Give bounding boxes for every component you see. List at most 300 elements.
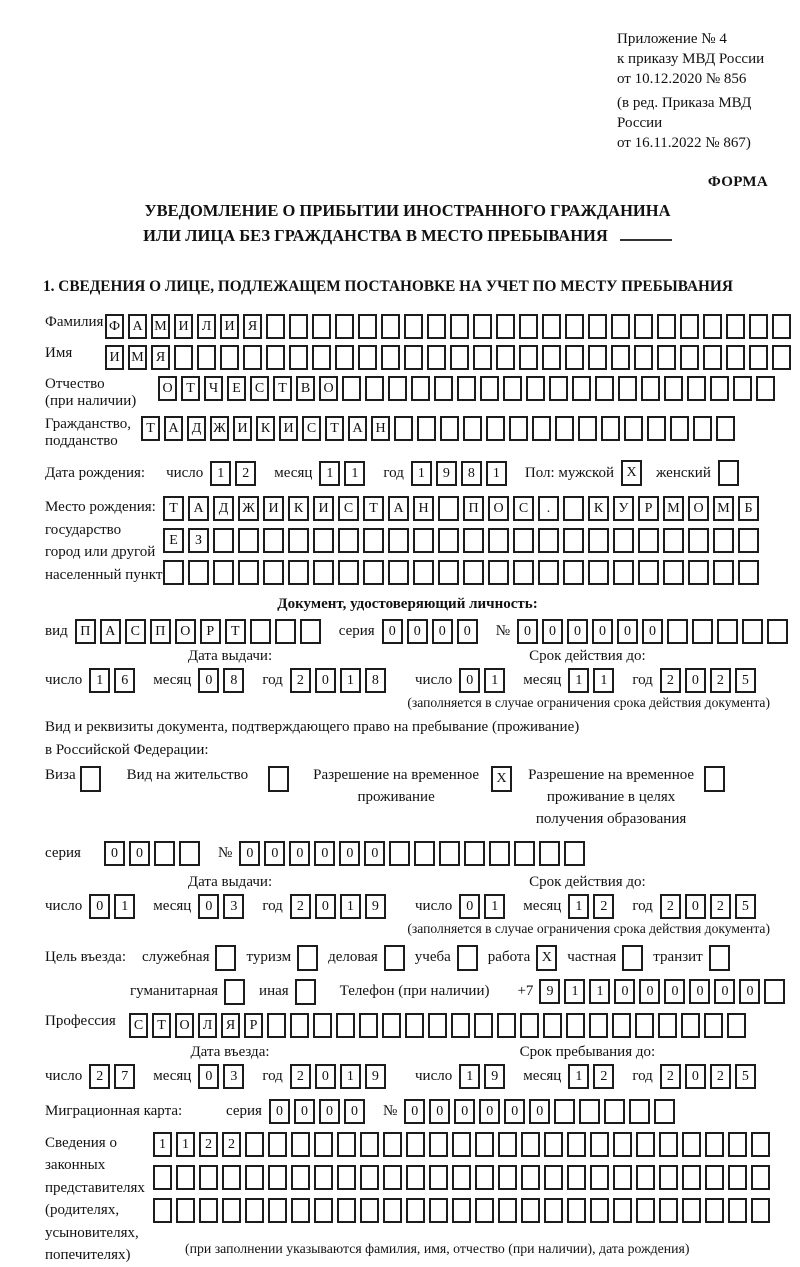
char-cell[interactable]: 1 xyxy=(210,461,231,486)
char-cell[interactable]: 0 xyxy=(504,1099,525,1124)
char-cell[interactable] xyxy=(497,1013,516,1038)
char-cell[interactable]: М xyxy=(128,345,147,370)
char-cell[interactable] xyxy=(291,1198,310,1223)
char-cell[interactable]: О xyxy=(488,496,509,521)
char-cell[interactable] xyxy=(513,528,534,553)
char-cell[interactable]: 9 xyxy=(436,461,457,486)
char-cell[interactable] xyxy=(664,376,683,401)
char-cell[interactable]: 0 xyxy=(339,841,360,866)
char-cell[interactable] xyxy=(388,560,409,585)
char-cell[interactable] xyxy=(335,345,354,370)
char-cell[interactable]: О xyxy=(175,1013,194,1038)
char-cell[interactable] xyxy=(635,1013,654,1038)
char-cell[interactable]: С xyxy=(338,496,359,521)
char-cell[interactable] xyxy=(434,376,453,401)
char-cell[interactable] xyxy=(657,314,676,339)
char-cell[interactable]: 0 xyxy=(289,841,310,866)
char-cell[interactable]: 0 xyxy=(685,668,706,693)
char-cell[interactable] xyxy=(663,528,684,553)
char-cell[interactable] xyxy=(496,314,515,339)
char-cell[interactable] xyxy=(710,376,729,401)
char-cell[interactable] xyxy=(688,560,709,585)
char-cell[interactable]: 1 xyxy=(340,894,361,919)
temp-residence-checkbox[interactable] xyxy=(491,766,512,792)
char-cell[interactable] xyxy=(498,1165,517,1190)
char-cell[interactable] xyxy=(521,1198,540,1223)
char-cell[interactable]: Я xyxy=(221,1013,240,1038)
char-cell[interactable]: 9 xyxy=(365,1064,386,1089)
char-cell[interactable] xyxy=(358,314,377,339)
char-cell[interactable]: У xyxy=(613,496,634,521)
char-cell[interactable]: 0 xyxy=(429,1099,450,1124)
char-cell[interactable] xyxy=(680,314,699,339)
char-cell[interactable] xyxy=(383,1198,402,1223)
char-cell[interactable] xyxy=(542,345,561,370)
char-cell[interactable] xyxy=(440,416,459,441)
char-cell[interactable] xyxy=(381,314,400,339)
char-cell[interactable]: П xyxy=(75,619,96,644)
char-cell[interactable] xyxy=(80,766,101,792)
char-cell[interactable] xyxy=(312,314,331,339)
char-cell[interactable] xyxy=(365,376,384,401)
char-cell[interactable] xyxy=(613,1198,632,1223)
char-cell[interactable]: 0 xyxy=(314,841,335,866)
char-cell[interactable] xyxy=(450,314,469,339)
char-cell[interactable]: 2 xyxy=(199,1132,218,1157)
char-cell[interactable] xyxy=(438,560,459,585)
char-cell[interactable] xyxy=(406,1198,425,1223)
char-cell[interactable] xyxy=(772,314,791,339)
char-cell[interactable] xyxy=(486,416,505,441)
female-checkbox[interactable] xyxy=(718,460,739,486)
char-cell[interactable] xyxy=(427,345,446,370)
char-cell[interactable]: С xyxy=(250,376,269,401)
opt-work-checkbox[interactable] xyxy=(536,945,557,971)
char-cell[interactable]: Д xyxy=(187,416,206,441)
char-cell[interactable] xyxy=(238,528,259,553)
char-cell[interactable] xyxy=(404,314,423,339)
char-cell[interactable] xyxy=(542,314,561,339)
char-cell[interactable] xyxy=(154,841,175,866)
char-cell[interactable] xyxy=(464,841,485,866)
char-cell[interactable] xyxy=(704,1013,723,1038)
char-cell[interactable]: К xyxy=(256,416,275,441)
char-cell[interactable] xyxy=(338,528,359,553)
char-cell[interactable] xyxy=(220,345,239,370)
char-cell[interactable] xyxy=(565,314,584,339)
char-cell[interactable] xyxy=(728,1132,747,1157)
char-cell[interactable]: 5 xyxy=(735,668,756,693)
char-cell[interactable] xyxy=(613,1132,632,1157)
char-cell[interactable]: 2 xyxy=(290,894,311,919)
opt-official-checkbox[interactable] xyxy=(215,945,236,971)
opt-business-checkbox[interactable] xyxy=(384,945,405,971)
char-cell[interactable]: 1 xyxy=(340,668,361,693)
char-cell[interactable] xyxy=(263,560,284,585)
char-cell[interactable] xyxy=(199,1165,218,1190)
char-cell[interactable]: Т xyxy=(273,376,292,401)
char-cell[interactable] xyxy=(457,376,476,401)
char-cell[interactable]: 1 xyxy=(411,461,432,486)
char-cell[interactable] xyxy=(590,1165,609,1190)
char-cell[interactable] xyxy=(463,560,484,585)
char-cell[interactable]: Т xyxy=(163,496,184,521)
char-cell[interactable]: Т xyxy=(152,1013,171,1038)
char-cell[interactable] xyxy=(360,1165,379,1190)
char-cell[interactable]: 2 xyxy=(660,668,681,693)
char-cell[interactable] xyxy=(554,1099,575,1124)
char-cell[interactable]: . xyxy=(538,496,559,521)
male-checkbox[interactable] xyxy=(621,460,642,486)
char-cell[interactable] xyxy=(713,528,734,553)
char-cell[interactable]: Б xyxy=(738,496,759,521)
char-cell[interactable] xyxy=(634,314,653,339)
char-cell[interactable]: 2 xyxy=(660,894,681,919)
char-cell[interactable]: 1 xyxy=(564,979,585,1004)
char-cell[interactable] xyxy=(688,528,709,553)
char-cell[interactable] xyxy=(764,979,785,1004)
char-cell[interactable]: 1 xyxy=(319,461,340,486)
char-cell[interactable]: Р xyxy=(200,619,221,644)
char-cell[interactable] xyxy=(751,1165,770,1190)
char-cell[interactable] xyxy=(404,345,423,370)
char-cell[interactable]: К xyxy=(288,496,309,521)
char-cell[interactable]: П xyxy=(150,619,171,644)
char-cell[interactable] xyxy=(313,560,334,585)
char-cell[interactable]: 0 xyxy=(457,619,478,644)
char-cell[interactable] xyxy=(429,1132,448,1157)
char-cell[interactable]: 2 xyxy=(593,894,614,919)
char-cell[interactable] xyxy=(749,314,768,339)
char-cell[interactable] xyxy=(337,1165,356,1190)
char-cell[interactable] xyxy=(713,560,734,585)
char-cell[interactable]: 1 xyxy=(568,1064,589,1089)
char-cell[interactable]: С xyxy=(513,496,534,521)
char-cell[interactable]: X xyxy=(536,945,557,971)
char-cell[interactable] xyxy=(659,1198,678,1223)
char-cell[interactable]: 1 xyxy=(484,894,505,919)
opt-transit-checkbox[interactable] xyxy=(709,945,730,971)
char-cell[interactable] xyxy=(566,1013,585,1038)
char-cell[interactable]: И xyxy=(279,416,298,441)
char-cell[interactable]: С xyxy=(302,416,321,441)
char-cell[interactable] xyxy=(519,345,538,370)
char-cell[interactable]: В xyxy=(296,376,315,401)
char-cell[interactable] xyxy=(289,345,308,370)
char-cell[interactable] xyxy=(179,841,200,866)
char-cell[interactable] xyxy=(488,528,509,553)
char-cell[interactable] xyxy=(288,528,309,553)
char-cell[interactable]: И xyxy=(105,345,124,370)
char-cell[interactable] xyxy=(394,416,413,441)
char-cell[interactable] xyxy=(153,1198,172,1223)
char-cell[interactable] xyxy=(473,345,492,370)
char-cell[interactable] xyxy=(289,314,308,339)
char-cell[interactable] xyxy=(612,1013,631,1038)
char-cell[interactable] xyxy=(555,416,574,441)
char-cell[interactable]: 0 xyxy=(407,619,428,644)
char-cell[interactable] xyxy=(588,345,607,370)
char-cell[interactable]: 8 xyxy=(365,668,386,693)
char-cell[interactable]: 0 xyxy=(642,619,663,644)
char-cell[interactable]: X xyxy=(621,460,642,486)
char-cell[interactable]: М xyxy=(713,496,734,521)
char-cell[interactable]: 0 xyxy=(517,619,538,644)
char-cell[interactable] xyxy=(413,560,434,585)
char-cell[interactable] xyxy=(716,416,735,441)
char-cell[interactable]: 1 xyxy=(153,1132,172,1157)
char-cell[interactable]: 0 xyxy=(315,668,336,693)
char-cell[interactable]: И xyxy=(263,496,284,521)
char-cell[interactable] xyxy=(544,1198,563,1223)
char-cell[interactable] xyxy=(663,560,684,585)
char-cell[interactable]: Е xyxy=(163,528,184,553)
char-cell[interactable] xyxy=(245,1165,264,1190)
char-cell[interactable] xyxy=(520,1013,539,1038)
char-cell[interactable] xyxy=(692,619,713,644)
char-cell[interactable] xyxy=(450,345,469,370)
char-cell[interactable] xyxy=(709,945,730,971)
char-cell[interactable]: 0 xyxy=(529,1099,550,1124)
char-cell[interactable]: 1 xyxy=(593,668,614,693)
char-cell[interactable] xyxy=(526,376,545,401)
char-cell[interactable]: 0 xyxy=(664,979,685,1004)
char-cell[interactable]: 2 xyxy=(222,1132,241,1157)
char-cell[interactable] xyxy=(544,1132,563,1157)
char-cell[interactable] xyxy=(572,376,591,401)
char-cell[interactable] xyxy=(539,841,560,866)
char-cell[interactable]: Н xyxy=(371,416,390,441)
char-cell[interactable]: 5 xyxy=(735,894,756,919)
char-cell[interactable] xyxy=(588,528,609,553)
char-cell[interactable] xyxy=(153,1165,172,1190)
char-cell[interactable]: 7 xyxy=(114,1064,135,1089)
char-cell[interactable] xyxy=(521,1165,540,1190)
char-cell[interactable] xyxy=(238,560,259,585)
char-cell[interactable] xyxy=(405,1013,424,1038)
char-cell[interactable] xyxy=(335,314,354,339)
char-cell[interactable] xyxy=(268,1198,287,1223)
char-cell[interactable] xyxy=(588,560,609,585)
char-cell[interactable] xyxy=(197,345,216,370)
char-cell[interactable]: 1 xyxy=(568,894,589,919)
char-cell[interactable] xyxy=(565,345,584,370)
char-cell[interactable] xyxy=(267,1013,286,1038)
char-cell[interactable] xyxy=(389,841,410,866)
char-cell[interactable]: 2 xyxy=(710,668,731,693)
opt-humanitarian-checkbox[interactable] xyxy=(224,979,245,1005)
char-cell[interactable]: Ж xyxy=(238,496,259,521)
char-cell[interactable] xyxy=(413,528,434,553)
char-cell[interactable] xyxy=(636,1198,655,1223)
char-cell[interactable] xyxy=(641,376,660,401)
char-cell[interactable] xyxy=(452,1132,471,1157)
char-cell[interactable] xyxy=(268,1132,287,1157)
char-cell[interactable] xyxy=(475,1198,494,1223)
char-cell[interactable]: О xyxy=(175,619,196,644)
char-cell[interactable] xyxy=(705,1132,724,1157)
char-cell[interactable] xyxy=(682,1132,701,1157)
char-cell[interactable]: 0 xyxy=(685,894,706,919)
char-cell[interactable] xyxy=(670,416,689,441)
char-cell[interactable]: 1 xyxy=(589,979,610,1004)
char-cell[interactable] xyxy=(429,1165,448,1190)
char-cell[interactable] xyxy=(224,979,245,1005)
char-cell[interactable] xyxy=(682,1165,701,1190)
char-cell[interactable] xyxy=(705,1198,724,1223)
char-cell[interactable]: 1 xyxy=(176,1132,195,1157)
char-cell[interactable] xyxy=(243,345,262,370)
char-cell[interactable]: 0 xyxy=(319,1099,340,1124)
char-cell[interactable] xyxy=(718,460,739,486)
char-cell[interactable]: 2 xyxy=(710,1064,731,1089)
char-cell[interactable] xyxy=(659,1132,678,1157)
char-cell[interactable]: 1 xyxy=(89,668,110,693)
char-cell[interactable] xyxy=(703,345,722,370)
char-cell[interactable]: Я xyxy=(151,345,170,370)
char-cell[interactable] xyxy=(429,1198,448,1223)
char-cell[interactable]: М xyxy=(151,314,170,339)
char-cell[interactable] xyxy=(578,416,597,441)
char-cell[interactable] xyxy=(291,1165,310,1190)
char-cell[interactable] xyxy=(657,345,676,370)
char-cell[interactable] xyxy=(658,1013,677,1038)
char-cell[interactable]: 2 xyxy=(290,1064,311,1089)
char-cell[interactable]: А xyxy=(164,416,183,441)
char-cell[interactable]: А xyxy=(100,619,121,644)
char-cell[interactable] xyxy=(717,619,738,644)
char-cell[interactable] xyxy=(595,376,614,401)
char-cell[interactable]: Ж xyxy=(210,416,229,441)
char-cell[interactable] xyxy=(363,560,384,585)
char-cell[interactable]: 1 xyxy=(568,668,589,693)
char-cell[interactable]: 2 xyxy=(593,1064,614,1089)
char-cell[interactable]: 1 xyxy=(486,461,507,486)
char-cell[interactable]: 0 xyxy=(129,841,150,866)
char-cell[interactable] xyxy=(728,1165,747,1190)
char-cell[interactable] xyxy=(756,376,775,401)
char-cell[interactable]: О xyxy=(158,376,177,401)
char-cell[interactable] xyxy=(563,528,584,553)
char-cell[interactable]: 0 xyxy=(315,894,336,919)
char-cell[interactable] xyxy=(452,1165,471,1190)
char-cell[interactable] xyxy=(588,314,607,339)
char-cell[interactable] xyxy=(290,1013,309,1038)
char-cell[interactable] xyxy=(613,528,634,553)
char-cell[interactable] xyxy=(654,1099,675,1124)
opt-private-checkbox[interactable] xyxy=(622,945,643,971)
opt-tourism-checkbox[interactable] xyxy=(297,945,318,971)
char-cell[interactable] xyxy=(738,560,759,585)
char-cell[interactable] xyxy=(336,1013,355,1038)
char-cell[interactable] xyxy=(636,1165,655,1190)
char-cell[interactable]: 9 xyxy=(484,1064,505,1089)
char-cell[interactable] xyxy=(381,345,400,370)
char-cell[interactable] xyxy=(567,1198,586,1223)
char-cell[interactable] xyxy=(359,1013,378,1038)
char-cell[interactable] xyxy=(693,416,712,441)
char-cell[interactable]: 9 xyxy=(365,894,386,919)
char-cell[interactable]: 0 xyxy=(639,979,660,1004)
char-cell[interactable] xyxy=(360,1198,379,1223)
char-cell[interactable] xyxy=(313,528,334,553)
char-cell[interactable]: Л xyxy=(198,1013,217,1038)
char-cell[interactable] xyxy=(659,1165,678,1190)
char-cell[interactable] xyxy=(634,345,653,370)
char-cell[interactable]: 0 xyxy=(364,841,385,866)
char-cell[interactable]: 1 xyxy=(340,1064,361,1089)
char-cell[interactable] xyxy=(358,345,377,370)
char-cell[interactable]: Л xyxy=(197,314,216,339)
char-cell[interactable] xyxy=(199,1198,218,1223)
char-cell[interactable] xyxy=(213,528,234,553)
char-cell[interactable] xyxy=(474,1013,493,1038)
char-cell[interactable]: А xyxy=(188,496,209,521)
char-cell[interactable] xyxy=(567,1165,586,1190)
char-cell[interactable]: 0 xyxy=(315,1064,336,1089)
char-cell[interactable] xyxy=(163,560,184,585)
char-cell[interactable] xyxy=(411,376,430,401)
char-cell[interactable] xyxy=(629,1099,650,1124)
char-cell[interactable] xyxy=(498,1198,517,1223)
char-cell[interactable]: 0 xyxy=(198,668,219,693)
char-cell[interactable] xyxy=(703,314,722,339)
char-cell[interactable] xyxy=(314,1198,333,1223)
char-cell[interactable] xyxy=(475,1132,494,1157)
char-cell[interactable]: 0 xyxy=(404,1099,425,1124)
char-cell[interactable]: 3 xyxy=(223,1064,244,1089)
char-cell[interactable] xyxy=(563,560,584,585)
char-cell[interactable] xyxy=(624,416,643,441)
char-cell[interactable] xyxy=(414,841,435,866)
char-cell[interactable] xyxy=(521,1132,540,1157)
char-cell[interactable] xyxy=(513,560,534,585)
char-cell[interactable]: Т xyxy=(325,416,344,441)
char-cell[interactable]: А xyxy=(128,314,147,339)
char-cell[interactable] xyxy=(314,1165,333,1190)
char-cell[interactable] xyxy=(538,560,559,585)
char-cell[interactable] xyxy=(726,314,745,339)
char-cell[interactable] xyxy=(406,1165,425,1190)
char-cell[interactable] xyxy=(312,345,331,370)
char-cell[interactable]: 1 xyxy=(114,894,135,919)
char-cell[interactable] xyxy=(245,1198,264,1223)
char-cell[interactable]: 1 xyxy=(344,461,365,486)
char-cell[interactable] xyxy=(680,345,699,370)
char-cell[interactable] xyxy=(543,1013,562,1038)
char-cell[interactable] xyxy=(727,1013,746,1038)
char-cell[interactable]: 0 xyxy=(269,1099,290,1124)
char-cell[interactable] xyxy=(250,619,271,644)
char-cell[interactable]: К xyxy=(588,496,609,521)
char-cell[interactable] xyxy=(563,496,584,521)
char-cell[interactable]: М xyxy=(663,496,684,521)
char-cell[interactable] xyxy=(544,1165,563,1190)
char-cell[interactable] xyxy=(604,1099,625,1124)
char-cell[interactable] xyxy=(313,1013,332,1038)
char-cell[interactable]: И xyxy=(174,314,193,339)
char-cell[interactable]: И xyxy=(313,496,334,521)
char-cell[interactable]: Р xyxy=(244,1013,263,1038)
char-cell[interactable] xyxy=(728,1198,747,1223)
char-cell[interactable]: 1 xyxy=(459,1064,480,1089)
char-cell[interactable] xyxy=(579,1099,600,1124)
char-cell[interactable]: 2 xyxy=(89,1064,110,1089)
char-cell[interactable] xyxy=(590,1132,609,1157)
char-cell[interactable]: 0 xyxy=(104,841,125,866)
char-cell[interactable] xyxy=(360,1132,379,1157)
char-cell[interactable] xyxy=(275,619,296,644)
